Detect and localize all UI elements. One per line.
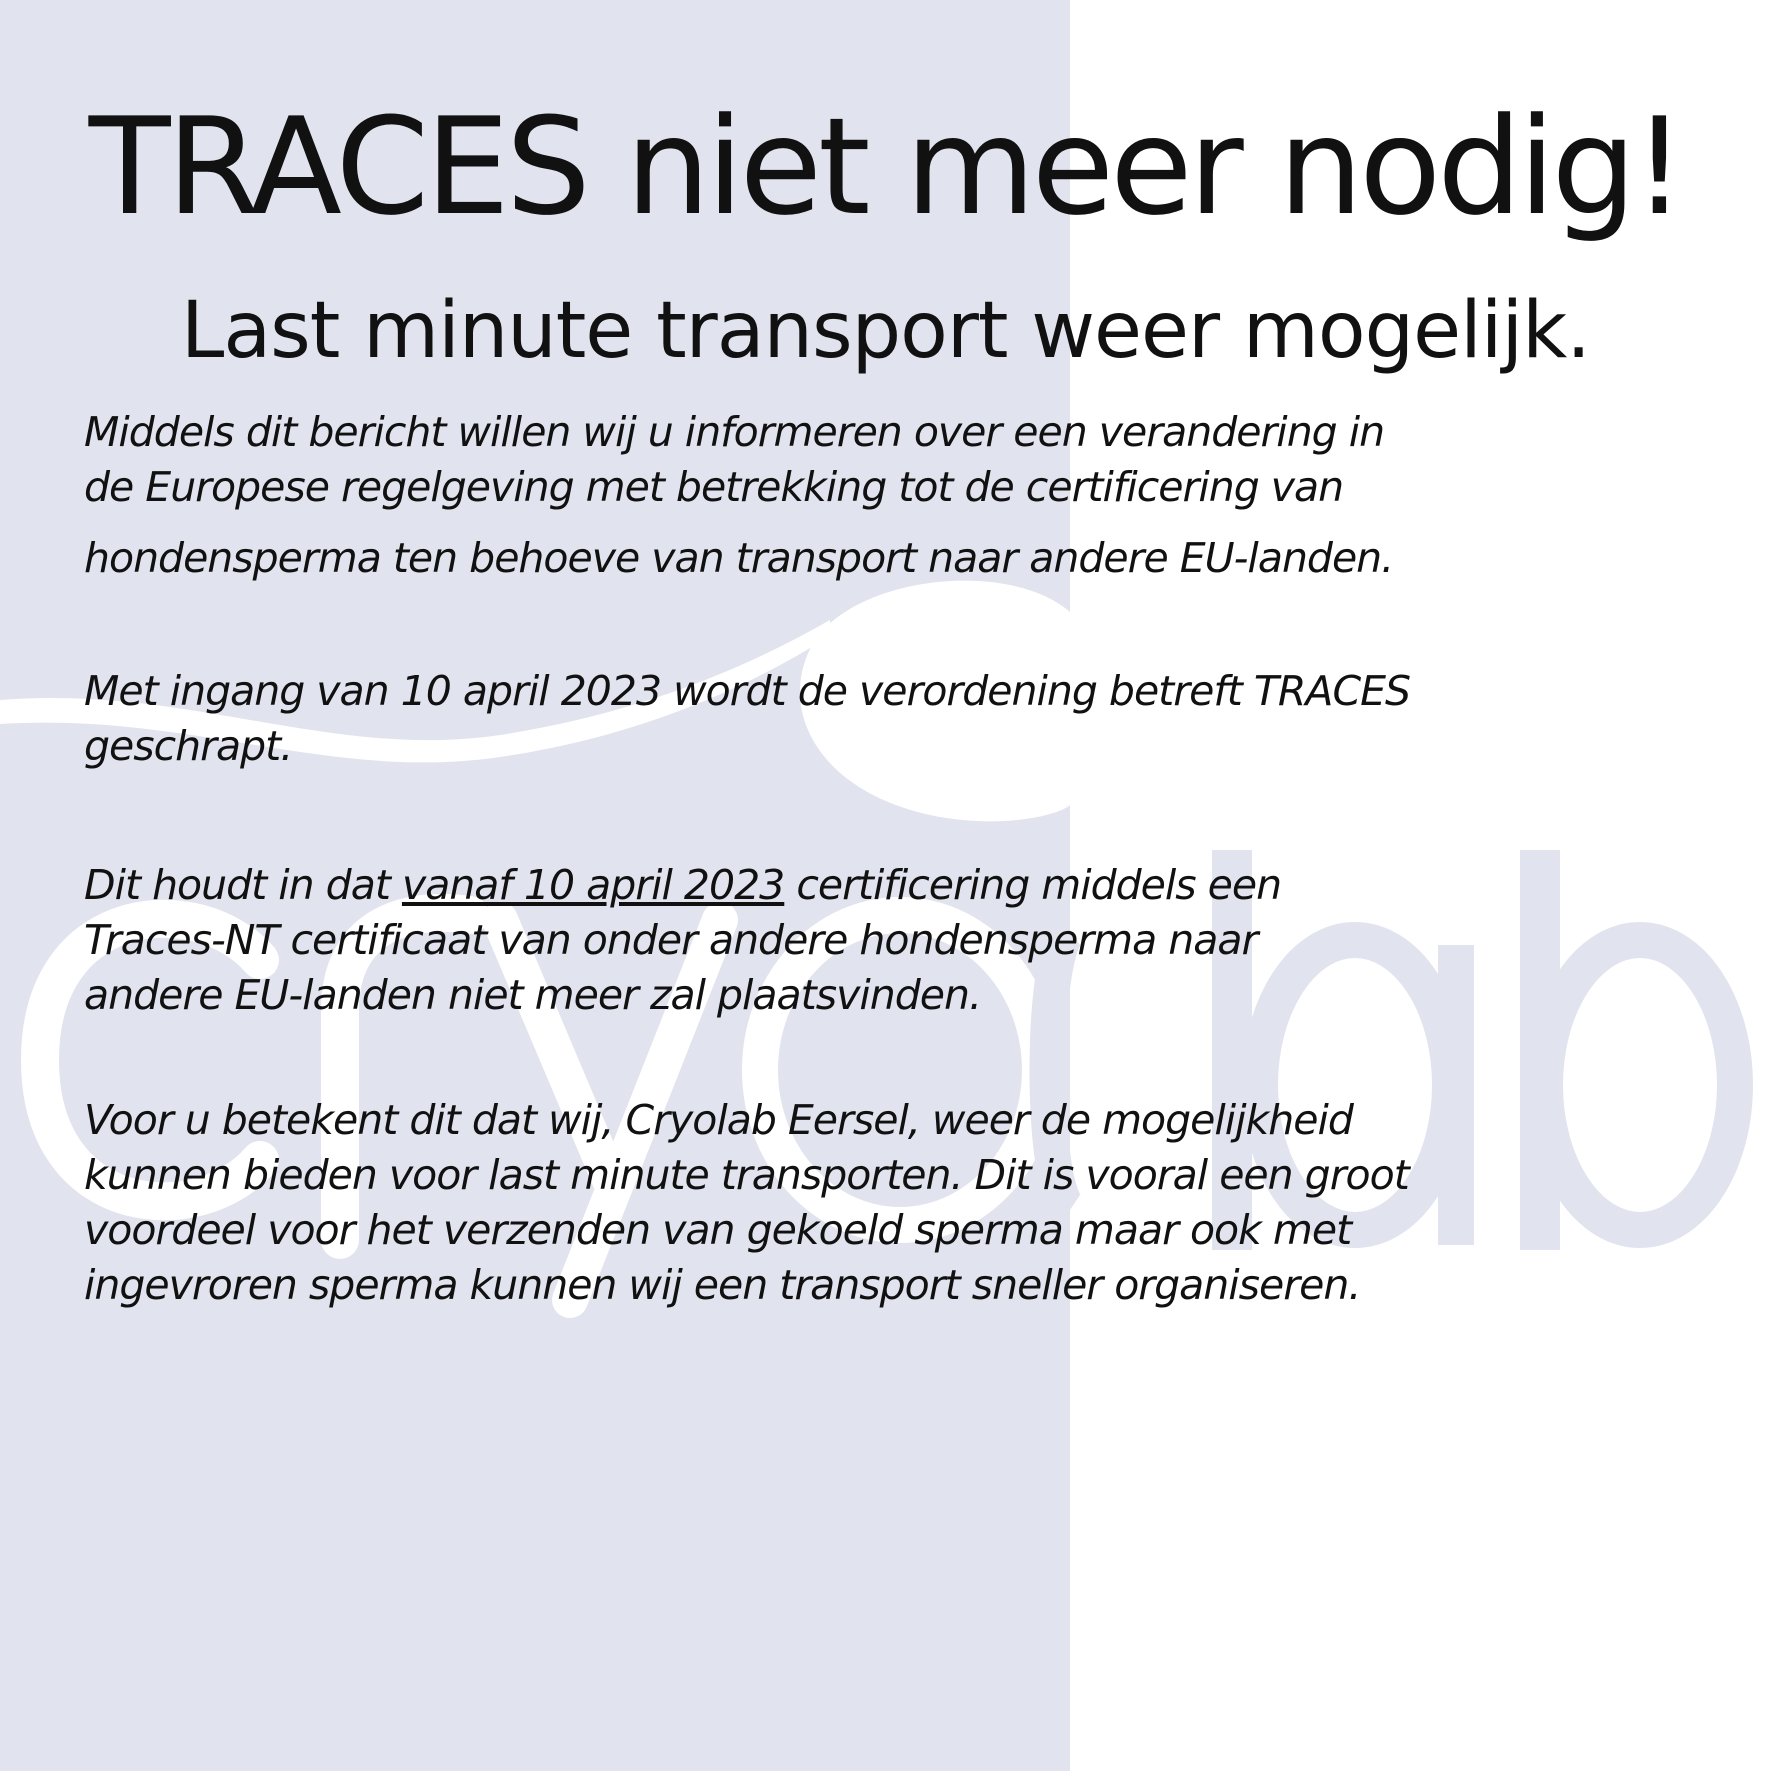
- paragraph-intro: [84, 405, 1734, 586]
- paragraph-line: de Europese regelgeving met betrekking tot de certificering van: [84, 463, 1344, 511]
- line-suffix-text: certificering middels een: [784, 861, 1282, 909]
- paragraph-line: Voor u betekent dit dat wij, Cryolab Eersel, weer de mogelijkheid: [84, 1096, 1353, 1144]
- paragraph-line: [84, 858, 1734, 913]
- paragraph-line: hondensperma ten behoeve van transport naar andere EU-landen.: [84, 534, 1394, 582]
- paragraph-line: Middels dit bericht willen wij u informeren over een verandering in: [84, 408, 1385, 456]
- paragraph-line: voordeel voor het verzenden van gekoeld sperma maar ook met: [84, 1206, 1352, 1254]
- underlined-date: vanaf 10 april 2023: [401, 861, 785, 909]
- paragraph-line: Traces-NT certificaat van onder andere hondensperma naar: [84, 916, 1258, 964]
- paragraph-line: Met ingang van 10 april 2023 wordt de verordening betreft TRACES: [84, 667, 1411, 715]
- paragraph-line: kunnen bieden voor last minute transporten. Dit is vooral een groot: [84, 1151, 1409, 1199]
- line-prefix-text: Dit houdt in dat: [84, 861, 402, 909]
- paragraph-effective-date: [84, 664, 1734, 774]
- page-title: TRACES niet meer nodig!: [88, 89, 1683, 245]
- paragraph-benefit: [84, 1093, 1734, 1313]
- paragraph-line: andere EU-landen niet meer zal plaatsvinden.: [84, 971, 982, 1019]
- paragraph-meaning: [84, 858, 1734, 1023]
- page-subtitle: Last minute transport weer mogelijk.: [180, 286, 1591, 376]
- paragraph-line: ingevroren sperma kunnen wij een transport sneller organiseren.: [84, 1261, 1361, 1309]
- paragraph-line: geschrapt.: [84, 722, 293, 770]
